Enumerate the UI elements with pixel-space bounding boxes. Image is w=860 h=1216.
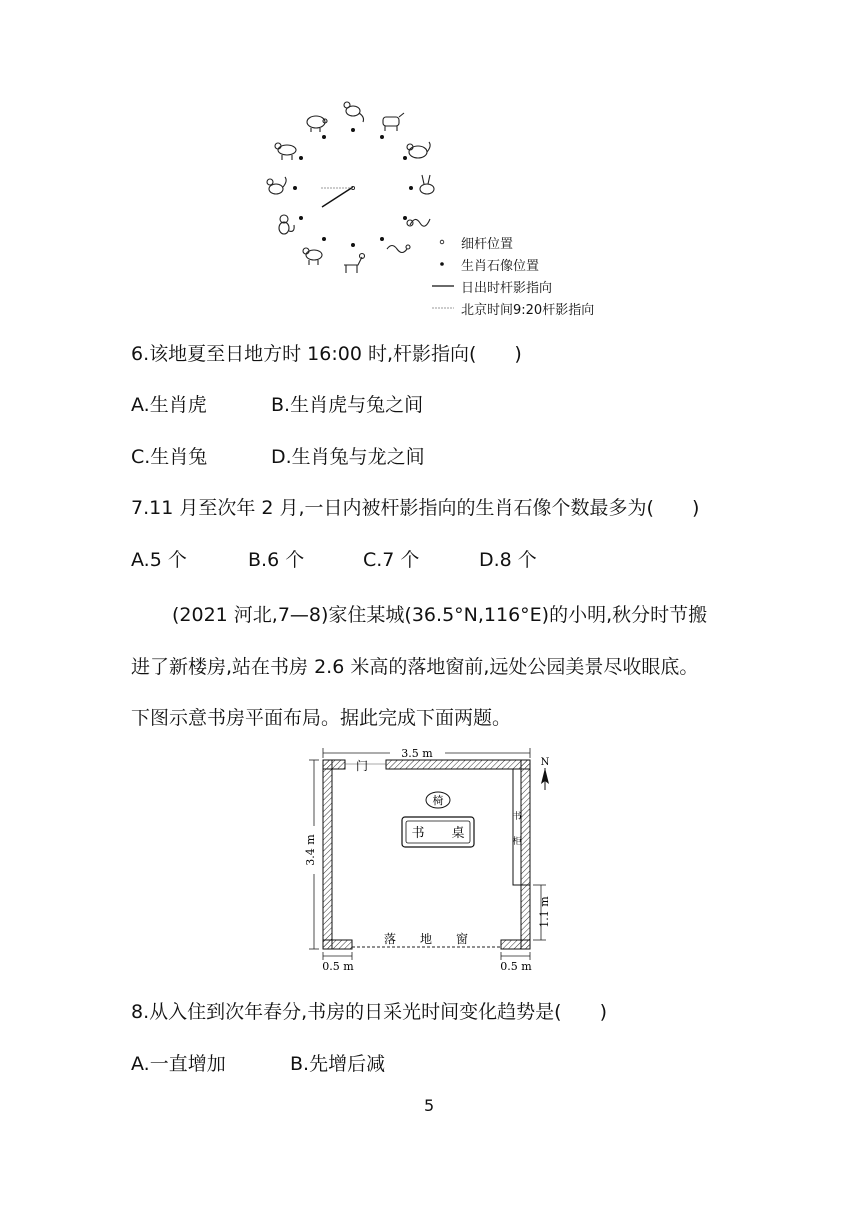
floor-plan-svg bbox=[300, 744, 562, 976]
wall-top-right bbox=[386, 760, 530, 769]
wall-top-left bbox=[323, 760, 345, 769]
intro-line-1: (2021 河北,7—8)家住某城(36.5°N,116°E)的小明,秋分时节搬 bbox=[172, 604, 708, 626]
pig-icon bbox=[307, 116, 327, 132]
shelf-label-top: 书 bbox=[512, 812, 522, 822]
door-label: 门 bbox=[355, 759, 369, 773]
monkey-icon bbox=[279, 215, 294, 234]
q6-option-c: C.生肖兔 bbox=[131, 446, 208, 468]
q7-option-d: D.8 个 bbox=[479, 549, 537, 571]
ox-icon bbox=[383, 113, 404, 131]
window-label: 落 地 窗 bbox=[383, 932, 469, 946]
q6-option-b: B.生肖虎与兔之间 bbox=[271, 394, 424, 416]
wall-right-lower bbox=[521, 885, 530, 949]
right-dimension-label: 1.1 m bbox=[538, 896, 551, 928]
wall-bottom-left bbox=[323, 940, 352, 949]
wall-right-upper bbox=[521, 760, 530, 885]
dog-icon bbox=[275, 143, 296, 160]
zodiac-sundial-svg bbox=[255, 95, 615, 325]
rooster-icon bbox=[267, 177, 286, 194]
left-height-label: 3.4 m bbox=[304, 834, 317, 866]
chair-label: 椅 bbox=[432, 794, 444, 807]
shelf-label-bottom: 柜 bbox=[512, 837, 522, 847]
q6-option-a: A.生肖虎 bbox=[131, 394, 207, 416]
q8-option-b: B.先增后减 bbox=[290, 1053, 386, 1075]
dragon-icon bbox=[407, 219, 430, 226]
legend-rod-symbol bbox=[440, 240, 444, 244]
q6-option-d: D.生肖兔与龙之间 bbox=[271, 446, 425, 468]
horse-icon bbox=[344, 254, 365, 274]
q7-option-a: A.5 个 bbox=[131, 549, 187, 571]
bookshelf bbox=[513, 769, 521, 885]
bottom-right-dimension-label: 0.5 m bbox=[500, 960, 532, 973]
legend-beijing-label: 北京时间9:20杆影指向 bbox=[461, 303, 595, 318]
intro-line-3: 下图示意书房平面布局。据此完成下面两题。 bbox=[131, 707, 512, 729]
page-number: 5 bbox=[424, 1096, 435, 1115]
q7-option-b: B.6 个 bbox=[248, 549, 305, 571]
desk-label-right: 桌 bbox=[451, 826, 465, 841]
legend-statue-symbol bbox=[440, 262, 444, 266]
desk-label-left: 书 bbox=[411, 826, 425, 841]
q8-option-a: A.一直增加 bbox=[131, 1053, 226, 1075]
legend-statue-label: 生肖石像位置 bbox=[461, 259, 540, 274]
legend-rod-label: 细杆位置 bbox=[461, 237, 514, 252]
zodiac-sundial-figure bbox=[255, 95, 615, 325]
q6-stem: 6.该地夏至日地方时 16:00 时,杆影指向( ) bbox=[131, 343, 522, 365]
goat-icon bbox=[303, 248, 322, 265]
top-width-label: 3.5 m bbox=[401, 747, 433, 760]
tiger-icon bbox=[407, 142, 430, 158]
bottom-dimension-lines bbox=[323, 952, 530, 960]
study-floor-plan-figure bbox=[300, 744, 562, 976]
wall-left bbox=[323, 760, 332, 949]
intro-line-2: 进了新楼房,站在书房 2.6 米高的落地窗前,远处公园美景尽收眼底。 bbox=[131, 656, 699, 678]
q7-stem: 7.11 月至次年 2 月,一日内被杆影指向的生肖石像个数最多为( ) bbox=[131, 497, 700, 519]
q8-stem: 8.从入住到次年春分,书房的日采光时间变化趋势是( ) bbox=[131, 1001, 607, 1023]
snake-icon bbox=[387, 245, 410, 253]
north-label: N bbox=[540, 757, 550, 768]
legend-sunrise-label: 日出时杆影指向 bbox=[461, 281, 553, 296]
wall-bottom-right bbox=[501, 940, 530, 949]
rat-icon bbox=[344, 102, 364, 122]
bottom-left-dimension-label: 0.5 m bbox=[322, 960, 354, 973]
north-arrow-icon bbox=[541, 768, 549, 790]
sunrise-shadow-line bbox=[322, 187, 353, 207]
rabbit-icon bbox=[420, 175, 434, 194]
q7-option-c: C.7 个 bbox=[363, 549, 420, 571]
